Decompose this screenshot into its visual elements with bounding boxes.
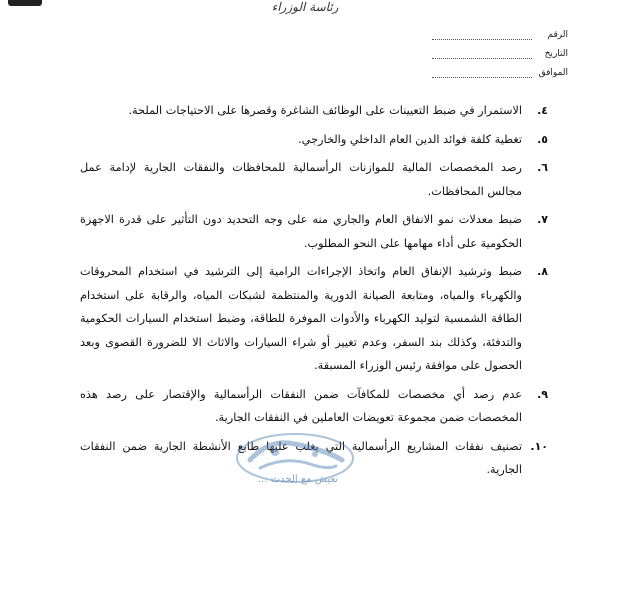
item-text: عدم رصد أي مخصصات للمكافآت ضمن النفقات الرأسمالية والإقتصار على رصد هذه المخصصات ضمن مجموعة تعويضات العاملين في النفقات الجارية. bbox=[80, 387, 522, 424]
reference-number-line bbox=[432, 39, 532, 40]
item-number: ١٠. bbox=[530, 439, 548, 453]
list-item bbox=[80, 99, 548, 123]
item-number: ٨. bbox=[537, 265, 548, 278]
watermark-tagline: نعيش مع الحدث ... bbox=[258, 474, 339, 485]
item-number: ٦. bbox=[537, 161, 548, 174]
list-item bbox=[80, 260, 548, 378]
item-number: ٤. bbox=[537, 104, 548, 117]
item-text: ضبط معدلات نمو الانفاق العام والجاري منه على وجه التحديد دون التأثير على قدرة الاجهزة الحكومية على أداء مهامها على النحو المطلوب. bbox=[80, 213, 522, 250]
reference-block bbox=[430, 28, 568, 85]
list-item bbox=[80, 208, 548, 255]
item-text: رصد المخصصات المالية للموازنات الرأسمالية للمحافظات والنفقات الجارية لإدامة عمل مجالس المحافظات. bbox=[80, 161, 522, 198]
reference-corresponding-row bbox=[430, 66, 568, 85]
header-title: رئاسة الوزراء bbox=[271, 0, 339, 14]
item-text: ضبط وترشيد الإنفاق العام واتخاذ الإجراءات الرامية إلى الترشيد في استخدام المحروقات والكهرباء والمياه، ومتابعة الصيانة الدورية والمنتظمة لشبكات المياه، والرقابة على استخدام الطاقة الشمسية لتوليد الكهرباء والأدوات الموفرة للطاقة، وضبط استخدام السيارات الحكومية والتدفئة، وكذلك بند السفر، وعدم تغيير أو شراء السيارات والاثاث الا للضرورة القصوى وبعد الحصول على موافقة رئيس الوزراء المسبقة. bbox=[80, 265, 522, 372]
reference-date-row bbox=[430, 47, 568, 66]
item-text: الاستمرار في ضبط التعيينات على الوظائف الشاغرة وقصرها على الاحتياجات الملحة. bbox=[128, 104, 522, 117]
header-seal-mark bbox=[8, 0, 42, 6]
item-number: ٩. bbox=[537, 387, 548, 401]
item-text: تصنيف نفقات المشاريع الرأسمالية التي يغلب عليها طابع الأنشطة الجارية ضمن النفقات الجارية. bbox=[80, 439, 522, 476]
item-text: تغطية كلفة فوائد الدين العام الداخلي والخارجي. bbox=[298, 132, 522, 146]
list-item bbox=[80, 383, 548, 430]
reference-corresponding-label: الموافق bbox=[538, 68, 568, 78]
item-number: ٧. bbox=[537, 213, 548, 226]
list-item bbox=[80, 128, 548, 152]
directive-list bbox=[80, 99, 548, 487]
reference-number-label: الرقم bbox=[547, 30, 568, 40]
reference-date-line bbox=[432, 58, 532, 59]
reference-corresponding-line bbox=[432, 77, 532, 78]
list-item bbox=[80, 156, 548, 203]
reference-number-row bbox=[430, 28, 568, 47]
item-number: ٥. bbox=[537, 132, 548, 146]
reference-date-label: التاريخ bbox=[544, 49, 568, 59]
